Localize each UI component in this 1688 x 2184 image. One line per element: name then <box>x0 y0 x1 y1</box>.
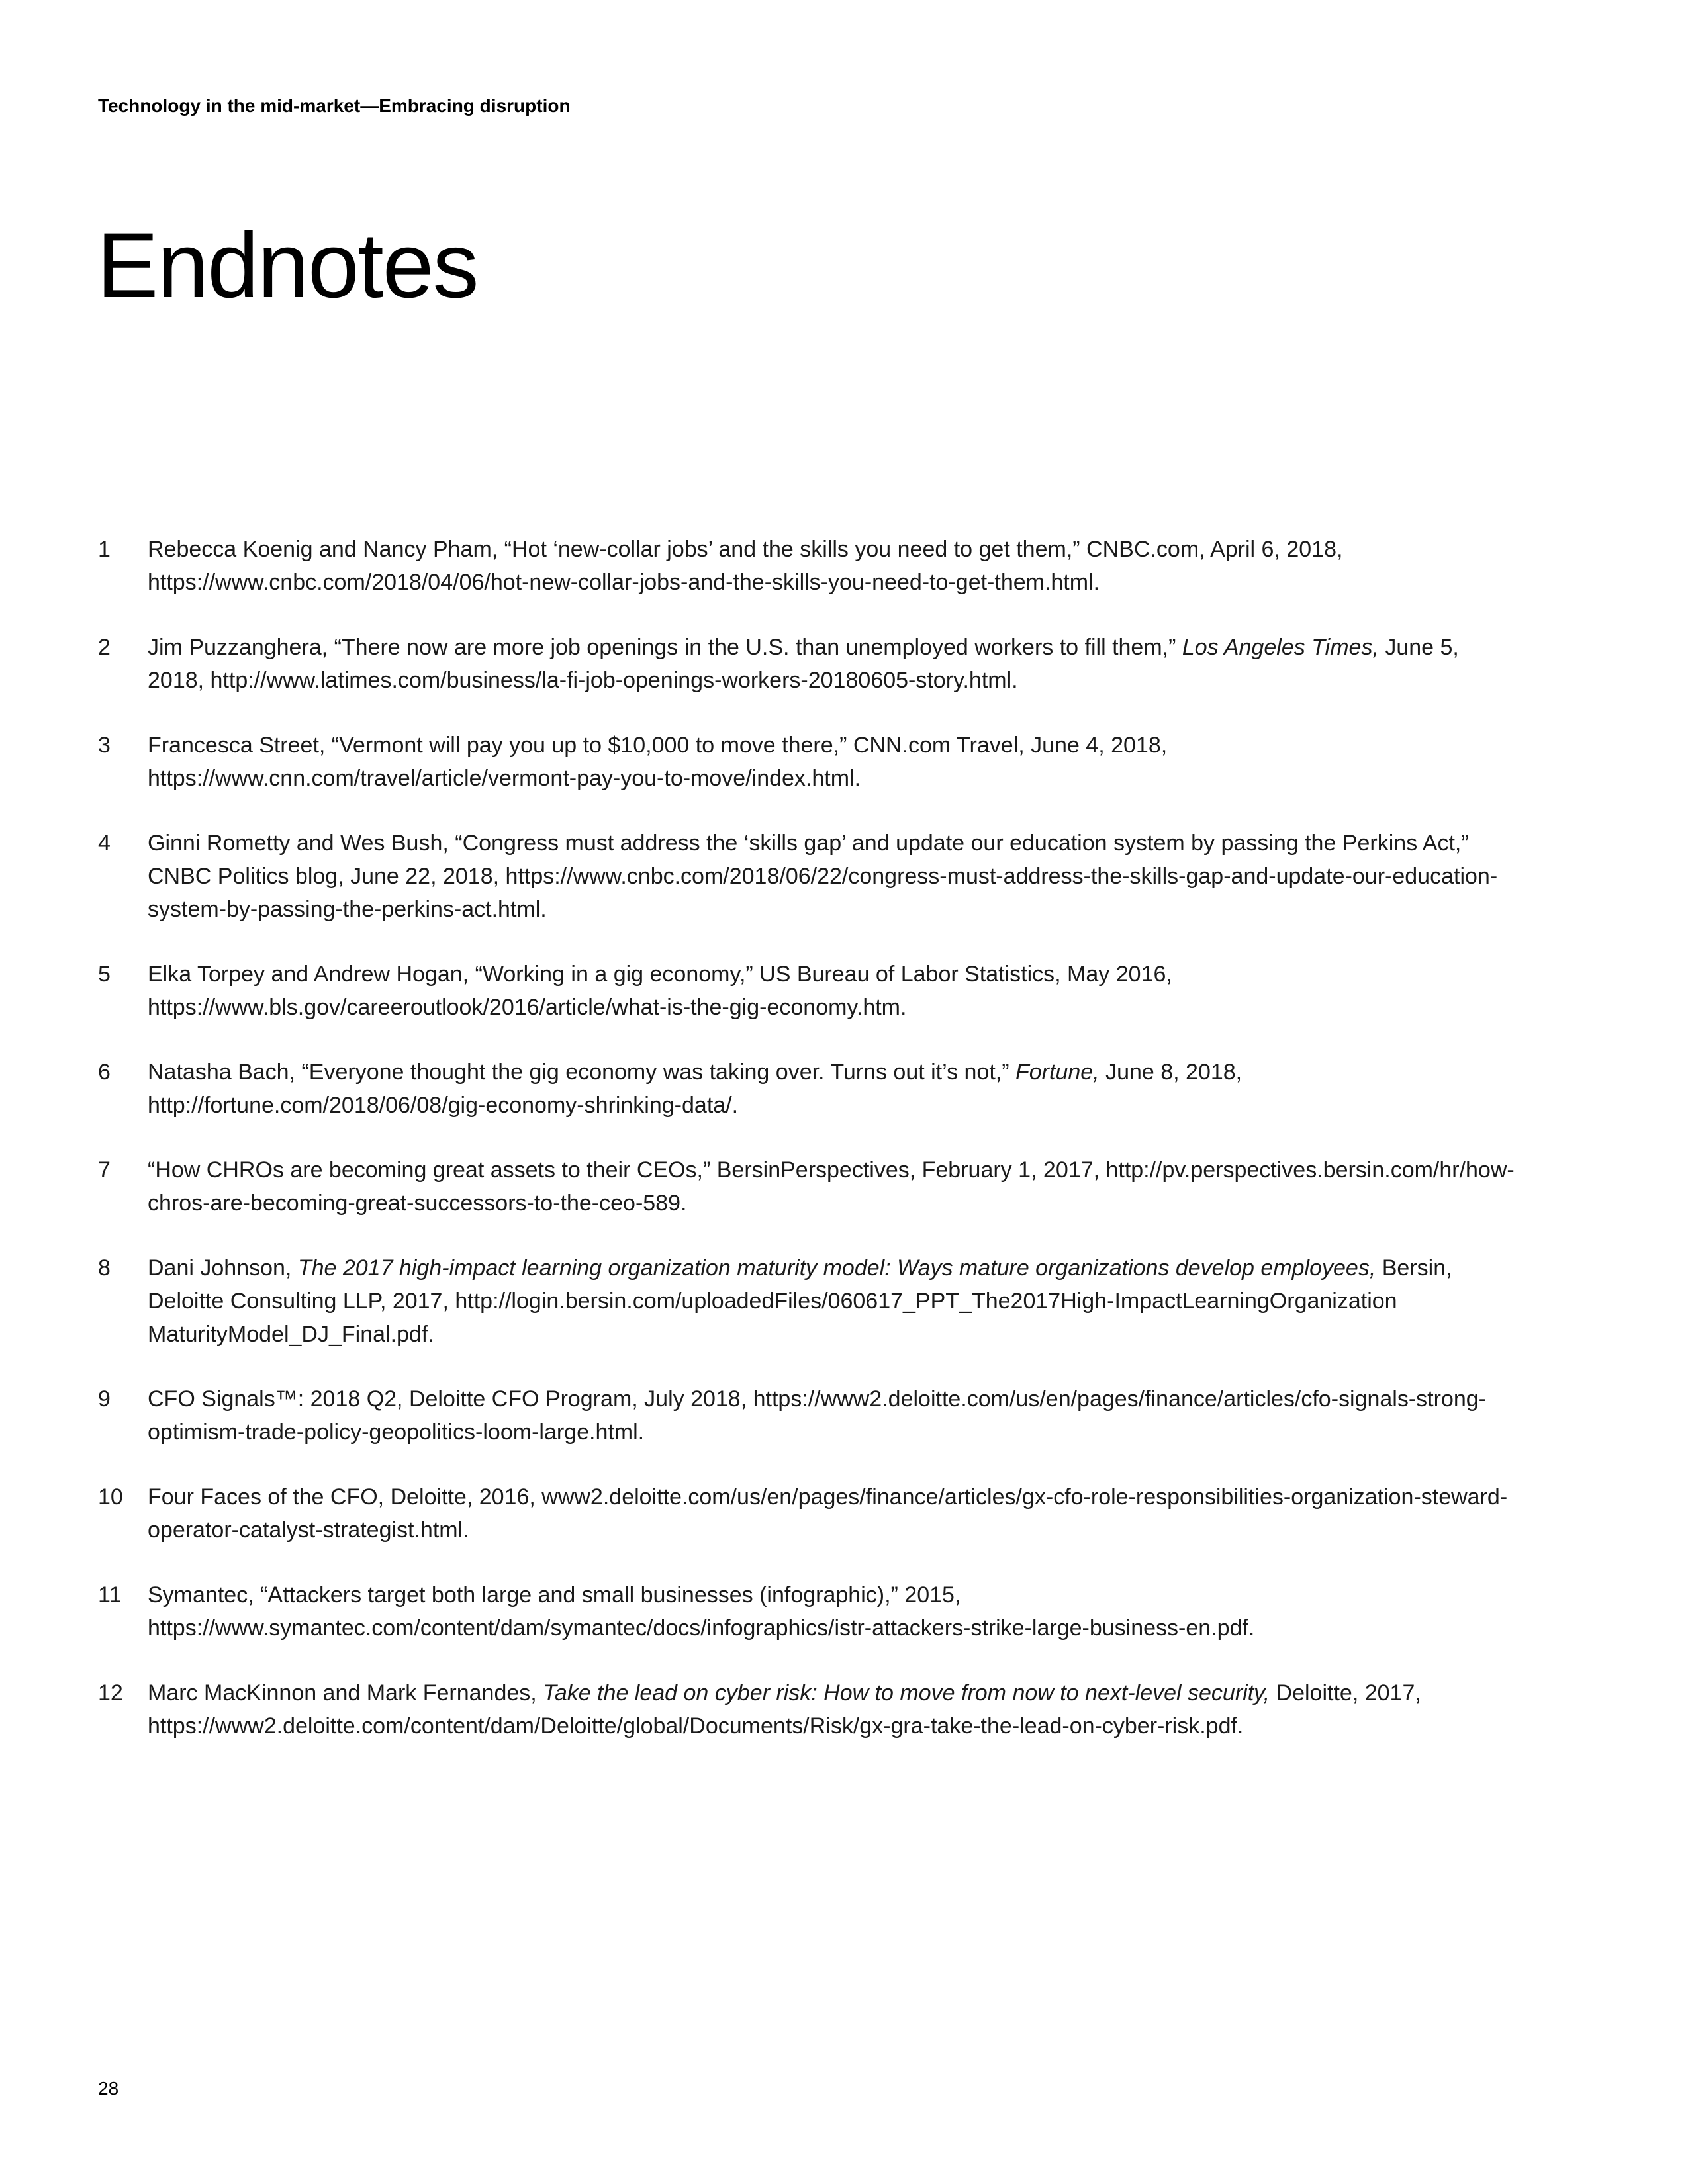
endnote-2 <box>98 631 1521 697</box>
endnote-11 <box>98 1578 1521 1645</box>
endnote-3 <box>98 729 1521 795</box>
endnote-text: Symantec, “Attackers target both large and small businesses (infographic),” 2015, https://www.symantec.com/content/dam/symantec/docs/infographics/istr-attackers-strike-large-business-en.pdf. <box>148 1582 1255 1641</box>
endnote-5 <box>98 958 1521 1024</box>
endnote-7 <box>98 1154 1521 1220</box>
endnote-text: Jim Puzzanghera, “There now are more job openings in the U.S. than unemployed workers to fill them,” Los Angeles Times, June 5, 2018, http://www.latimes.com/business/la-fi-job-openings-workers-20180605-story.html. <box>148 635 1459 693</box>
endnote-1 <box>98 533 1521 599</box>
endnote-text: Elka Torpey and Andrew Hogan, “Working in a gig economy,” US Bureau of Labor Statistics, May 2016, https://www.bls.gov/careeroutlook/2016/article/what-is-the-gig-economy.htm. <box>148 962 1172 1020</box>
endnote-number: 1 <box>98 537 111 562</box>
endnote-number: 9 <box>98 1387 111 1412</box>
endnote-number: 6 <box>98 1060 111 1085</box>
endnote-text: Four Faces of the CFO, Deloitte, 2016, www2.deloitte.com/us/en/pages/finance/articles/gx-cfo-role-responsibilities-organization-steward-operator-catalyst-strategist.html. <box>148 1484 1508 1543</box>
endnote-number: 11 <box>98 1582 122 1608</box>
endnote-text: Natasha Bach, “Everyone thought the gig economy was taking over. Turns out it’s not,” Fortune, June 8, 2018, http://fortune.com/2018/06/08/gig-economy-shrinking-data/. <box>148 1060 1243 1118</box>
page-number: 28 <box>98 2078 119 2099</box>
running-head: Technology in the mid-market—Embracing disruption <box>98 95 571 116</box>
endnote-text: Marc MacKinnon and Mark Fernandes, Take the lead on cyber risk: How to move from now to next-level security, Deloitte, 2017, https://www2.deloitte.com/content/dam/Deloitte/global/Documents/Risk/gx-gra-take-the-lead-on-cyber-risk.pdf. <box>148 1680 1421 1739</box>
endnote-number: 5 <box>98 962 111 987</box>
endnote-number: 3 <box>98 733 111 758</box>
endnote-6 <box>98 1056 1521 1122</box>
endnote-number: 4 <box>98 831 111 856</box>
endnote-number: 10 <box>98 1484 123 1510</box>
endnote-4 <box>98 827 1521 926</box>
endnote-text: Francesca Street, “Vermont will pay you up to $10,000 to move there,” CNN.com Travel, June 4, 2018, https://www.cnn.com/travel/article/vermont-pay-you-to-move/index.html. <box>148 733 1168 791</box>
endnotes-list <box>98 533 1521 1774</box>
endnote-text: Ginni Rometty and Wes Bush, “Congress must address the ‘skills gap’ and update our education system by passing the Perkins Act,” CNBC Politics blog, June 22, 2018, https://www.cnbc.com/2018/06/22/congress-must-address-the-skills-gap-and-update-our-education-system-by-passing-the-perkins-act.html. <box>148 831 1498 922</box>
endnote-10 <box>98 1480 1521 1547</box>
endnote-12 <box>98 1676 1521 1743</box>
endnote-number: 2 <box>98 635 111 660</box>
endnote-text: Dani Johnson, The 2017 high-impact learning organization maturity model: Ways mature organizations develop employees, Bersin, Deloitte Consulting LLP, 2017, http://login.bersin.com/uploadedFiles/060617_PPT_The2017High-ImpactLearningOrganization MaturityModel_DJ_Final.pdf. <box>148 1255 1452 1347</box>
endnote-8 <box>98 1251 1521 1351</box>
page-title: Endnotes <box>97 213 478 317</box>
endnote-text: Rebecca Koenig and Nancy Pham, “Hot ‘new-collar jobs’ and the skills you need to get them,” CNBC.com, April 6, 2018, https://www.cnbc.com/2018/04/06/hot-new-collar-jobs-and-the-skills-you-need-to-get-them.html. <box>148 537 1343 595</box>
endnote-number: 8 <box>98 1255 111 1281</box>
endnote-text: CFO Signals™: 2018 Q2, Deloitte CFO Program, July 2018, https://www2.deloitte.com/us/en/pages/finance/articles/cfo-signals-strong-optimism-trade-policy-geopolitics-loom-large.html. <box>148 1387 1487 1445</box>
endnote-9 <box>98 1383 1521 1449</box>
endnote-text: “How CHROs are becoming great assets to their CEOs,” BersinPerspectives, February 1, 2017, http://pv.perspectives.bersin.com/hr/how-chros-are-becoming-great-successors-to-the-ceo-589. <box>148 1158 1515 1216</box>
endnote-number: 12 <box>98 1680 123 1706</box>
endnote-number: 7 <box>98 1158 111 1183</box>
